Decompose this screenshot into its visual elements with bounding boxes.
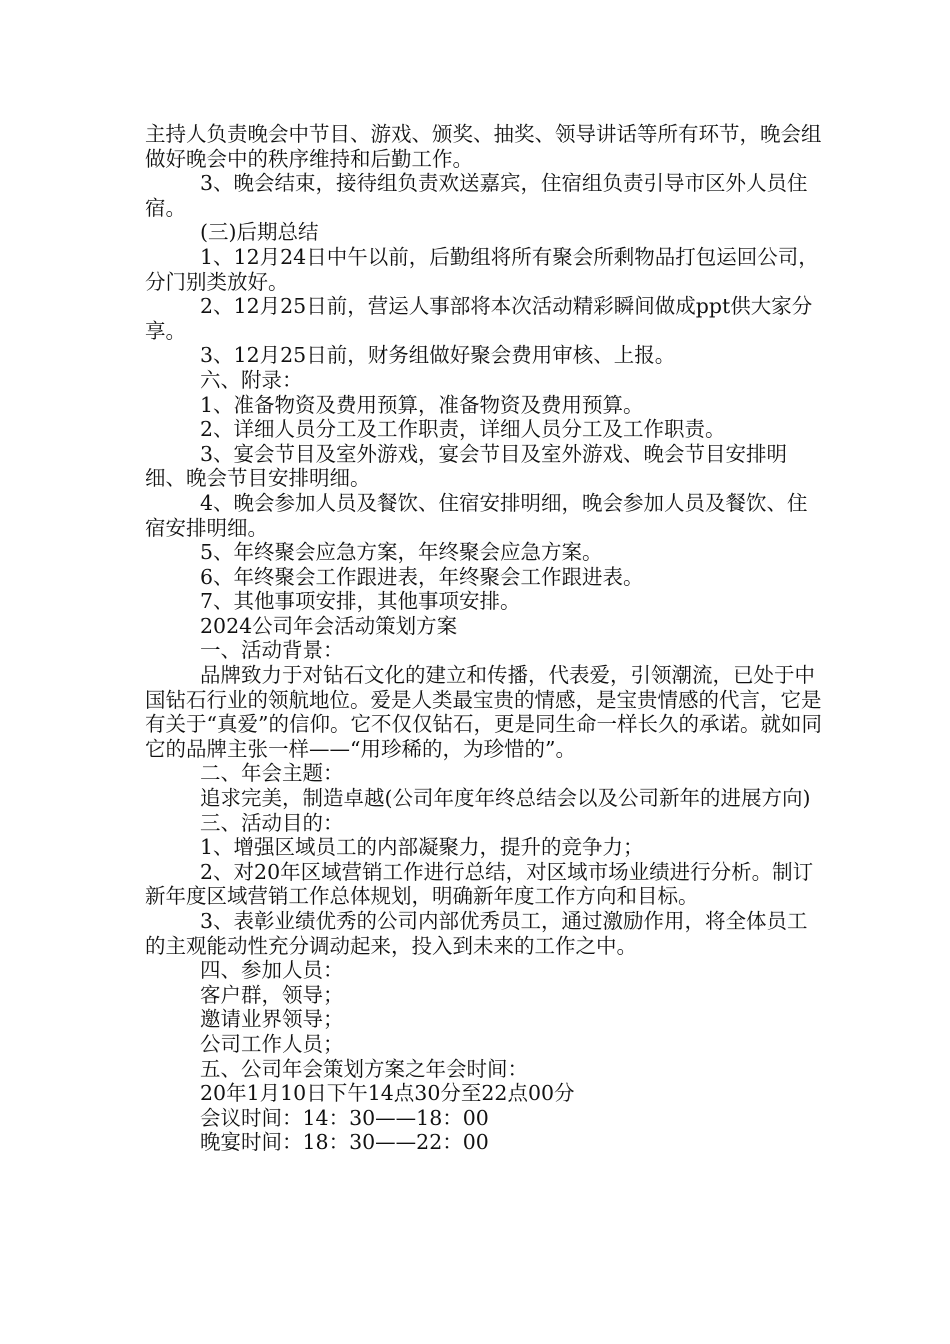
list-item: 7、其他事项安排，其他事项安排。: [200, 589, 521, 614]
list-item: 公司工作人员；: [200, 1031, 344, 1056]
paragraph: 1、12月24日中午以前，后勤组将所有聚会所剩物品打包运回公司，分门别类放好。: [145, 244, 819, 294]
section-heading: (三)后期总结: [200, 220, 319, 245]
list-item: 6、年终聚会工作跟进表，年终聚会工作跟进表。: [200, 564, 644, 589]
list-item: 3、宴会节目及室外游戏，宴会节目及室外游戏、晚会节目安排明细、晚会节目安排明细。: [145, 441, 788, 491]
list-item: 邀请业界领导；: [200, 1007, 344, 1032]
paragraph: 20年1月10日下午14点30分至22点00分: [200, 1081, 575, 1106]
section-heading: 四、参加人员：: [200, 958, 344, 983]
document-body: [145, 122, 825, 1155]
paragraph: 品牌致力于对钻石文化的建立和传播，代表爱，引领潮流，已处于中国钻石行业的领航地位。爱是人类最宝贵的情感，是宝贵情感的代言，它是有关于“真爱”的信仰。它不仅仅钻石，更是同生命一样长久的承诺。就如同它的品牌主张一样——“用珍稀的，为珍惜的”。: [145, 663, 822, 761]
list-item: 3、表彰业绩优秀的公司内部优秀员工，通过激励作用，将全体员工的主观能动性充分调动起来，投入到未来的工作之中。: [145, 909, 808, 958]
document-title: 2024公司年会活动策划方案: [200, 613, 458, 638]
list-item: 1、准备物资及费用预算，准备物资及费用预算。: [200, 392, 644, 417]
list-item: 4、晚会参加人员及餐饮、住宿安排明细，晚会参加人员及餐饮、住宿安排明细。: [145, 490, 808, 540]
paragraph: 晚宴时间：18：30——22：00: [200, 1130, 489, 1155]
paragraph: 主持人负责晚会中节目、游戏、颁奖、抽奖、领导讲话等所有环节，晚会组做好晚会中的秩序维持和后勤工作。: [145, 122, 822, 171]
paragraph: 2、12月25日前，营运人事部将本次活动精彩瞬间做成ppt供大家分享。: [145, 294, 813, 343]
list-item: 1、增强区域员工的内部凝聚力，提升的竞争力；: [200, 835, 644, 860]
section-heading: 五、公司年会策划方案之年会时间：: [200, 1056, 528, 1081]
paragraph: 会议时间：14：30——18：00: [200, 1105, 489, 1130]
section-heading: 一、活动背景：: [200, 638, 344, 663]
list-item: 2、详细人员分工及工作职责，详细人员分工及工作职责。: [200, 417, 726, 442]
paragraph: 3、12月25日前，财务组做好聚会费用审核、上报。: [200, 343, 676, 368]
section-heading: 三、活动目的：: [200, 810, 344, 835]
section-heading: 六、附录：: [200, 367, 303, 392]
section-heading: 二、年会主题：: [200, 761, 344, 786]
list-item: 客户群，领导；: [200, 982, 344, 1007]
paragraph: 3、晚会结束，接待组负责欢送嘉宾，住宿组负责引导市区外人员住宿。: [145, 171, 808, 220]
paragraph: 追求完美，制造卓越(公司年度年终总结会以及公司新年的进展方向): [200, 786, 811, 811]
list-item: 5、年终聚会应急方案，年终聚会应急方案。: [200, 540, 603, 565]
list-item: 2、对20年区域营销工作进行总结，对区域市场业绩进行分析。制订新年度区域营销工作总体规划，明确新年度工作方向和目标。: [145, 859, 814, 909]
